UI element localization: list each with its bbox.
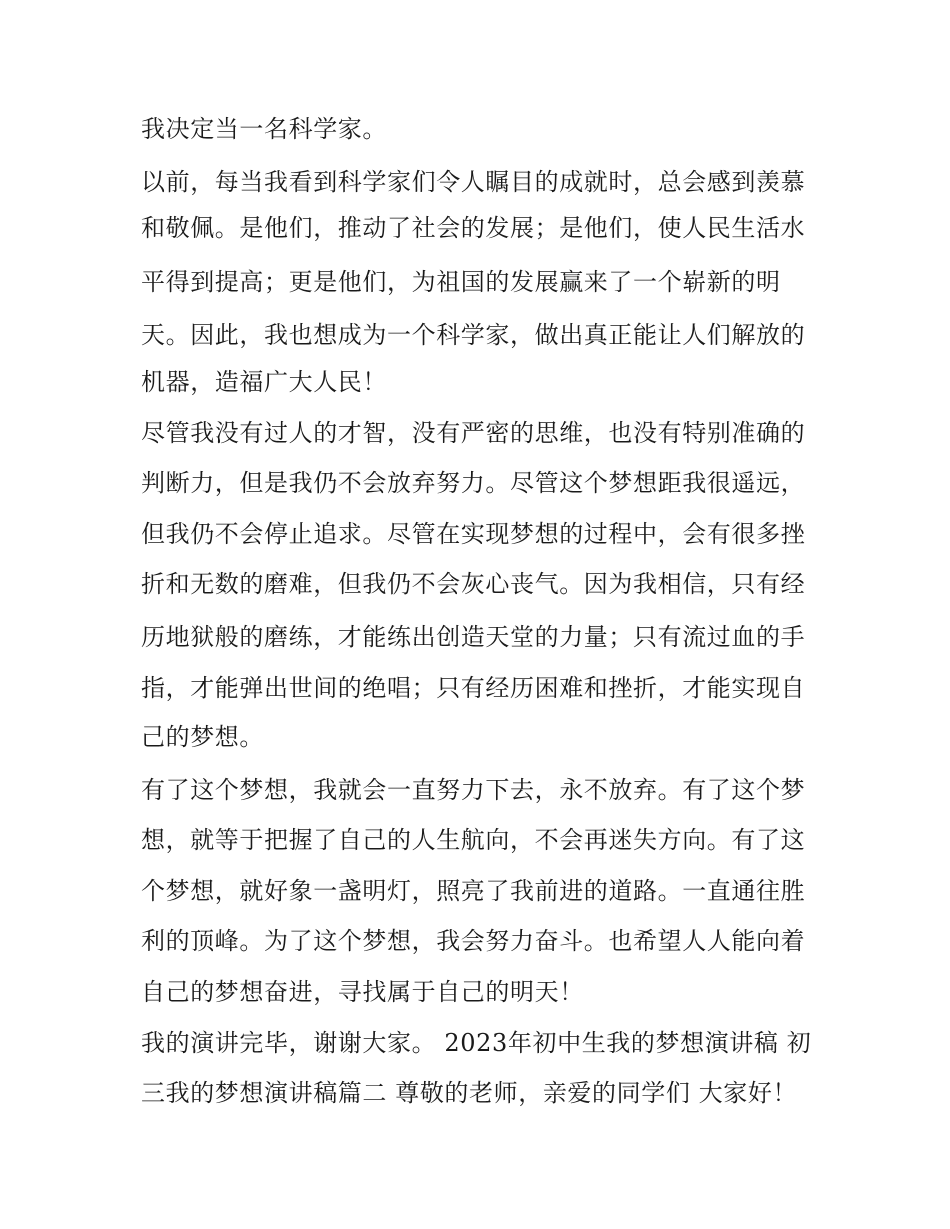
text-line: 指，才能弹出世间的绝唱；只有经历困难和挫折，才能实现自	[141, 674, 806, 702]
text-line: 和敬佩。是他们，推动了社会的发展；是他们，使人民生活水	[141, 214, 806, 242]
text-line: 己的梦想。	[141, 723, 264, 751]
text-line: 利的顶峰。为了这个梦想，我会努力奋斗。也希望人人能向着	[141, 927, 806, 955]
text-line: 有了这个梦想，我就会一直努力下去，永不放弃。有了这个梦	[141, 776, 806, 804]
text-line: 判断力，但是我仍不会放弃努力。尽管这个梦想距我很遥远，	[141, 469, 806, 497]
text-line: 折和无数的磨难，但我仍不会灰心丧气。因为我相信，只有经	[141, 570, 806, 598]
text-line: 自己的梦想奋进，寻找属于自己的明天！	[141, 978, 584, 1006]
text-line: 我决定当一名科学家。	[141, 115, 387, 143]
text-line: 我的演讲完毕，谢谢大家。 2023年初中生我的梦想演讲稿 初	[141, 1029, 812, 1057]
text-line: 天。因此，我也想成为一个科学家，做出真正能让人们解放的	[141, 321, 806, 349]
text-line: 历地狱般的磨练，才能练出创造天堂的力量；只有流过血的手	[141, 623, 806, 651]
text-line: 机器，造福广大人民！	[141, 368, 387, 396]
text-line: 三我的梦想演讲稿篇二 尊敬的老师，亲爱的同学们 大家好！	[141, 1079, 798, 1107]
text-line: 但我仍不会停止追求。尽管在实现梦想的过程中，会有很多挫	[141, 520, 806, 548]
text-line: 个梦想，就好象一盏明灯，照亮了我前进的道路。一直通往胜	[141, 877, 806, 905]
text-line: 以前，每当我看到科学家们令人瞩目的成就时，总会感到羡慕	[141, 168, 806, 196]
text-line: 想，就等于把握了自己的人生航向，不会再迷失方向。有了这	[141, 826, 806, 854]
text-line: 尽管我没有过人的才智，没有严密的思维，也没有特别准确的	[141, 419, 806, 447]
text-line: 平得到提高；更是他们，为祖国的发展赢来了一个崭新的明	[141, 268, 781, 296]
